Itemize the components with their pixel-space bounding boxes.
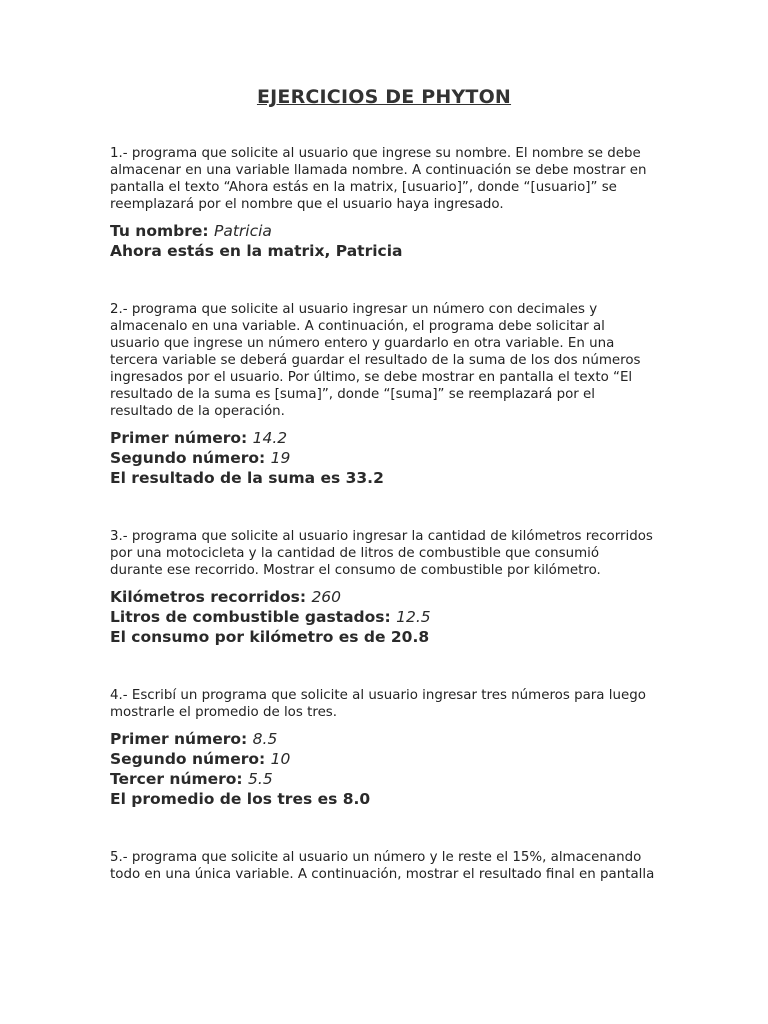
output-line: [110, 729, 655, 749]
output-value: 12.5: [396, 608, 431, 626]
exercise-output: [110, 729, 655, 809]
exercise-output: [110, 587, 655, 647]
exercise-3: [110, 528, 655, 647]
exercise-1: [110, 145, 655, 261]
output-label: Litros de combustible gastados:: [110, 608, 397, 626]
spacer: [110, 823, 655, 849]
exercise-prompt: 3.- programa que solicite al usuario ingresar la cantidad de kilómetros recorridos por una motocicleta y la cantidad de litros de combustible que consumió durante ese recorrido. Mostrar el consumo de combustible por kilómetro.: [110, 529, 653, 578]
output-line: [110, 627, 655, 647]
output-label: Primer número:: [110, 429, 253, 447]
output-line: [110, 221, 655, 241]
output-line: [110, 241, 655, 261]
output-label: Primer número:: [110, 730, 253, 748]
output-line: [110, 428, 655, 448]
output-label: Tercer número:: [110, 770, 249, 788]
output-value: 5.5: [248, 770, 273, 788]
output-value: Patricia: [213, 222, 272, 240]
output-value: 8.5: [252, 730, 278, 748]
output-label: El promedio de los tres es 8.0: [110, 790, 371, 808]
exercise-2: [110, 301, 655, 488]
exercise-prompt: 2.- programa que solicite al usuario ingresar un número con decimales y almacenalo en una variable. A continuación, el programa debe solicitar al usuario que ingrese un número entero y guardarlo en otra variable. En una tercera variable se deberá guardar el resultado de la suma de los dos números ingresados por el usuario. Por último, se debe mostrar en pantalla el texto “El resultado de la suma es [suma]”, donde “[suma]” se reemplazará por el resultado de la operación.: [110, 302, 641, 419]
output-line: [110, 448, 655, 468]
output-label: Segundo número:: [110, 750, 271, 768]
exercise-5: [110, 849, 655, 883]
document-title: EJERCICIOS DE PHYTON: [256, 86, 512, 108]
output-label: Ahora estás en la matrix, Patricia: [110, 242, 403, 260]
exercise-4: [110, 687, 655, 809]
spacer: [110, 502, 655, 528]
exercise-output: [110, 221, 655, 261]
output-value: 14.2: [252, 429, 288, 447]
output-line: [110, 789, 655, 809]
output-label: Tu nombre:: [110, 222, 214, 240]
spacer: [110, 275, 655, 301]
exercise-prompt: 1.- programa que solicite al usuario que ingrese su nombre. El nombre se debe almacenar en una variable llamada nombre. A continuación se debe mostrar en pantalla el texto “Ahora estás en la matrix, [usuario]”, donde “[usuario]” se reemplazará por el nombre que el usuario haya ingresado.: [110, 146, 647, 212]
output-value: 19: [270, 449, 291, 467]
output-line: [110, 607, 655, 627]
exercise-prompt: 4.- Escribí un programa que solicite al usuario ingresar tres números para luego mostrarle el promedio de los tres.: [110, 688, 646, 720]
output-label: El consumo por kilómetro es de 20.8: [110, 628, 430, 646]
exercise-prompt: 5.- programa que solicite al usuario un número y le reste el 15%, almacenando todo en una única variable. A continuación, mostrar el resultado final en pantalla: [110, 850, 655, 882]
output-value: 10: [270, 750, 291, 768]
output-label: Segundo número:: [110, 449, 271, 467]
output-line: [110, 769, 655, 789]
output-line: [110, 749, 655, 769]
output-label: Kilómetros recorridos:: [110, 588, 312, 606]
output-label: El resultado de la suma es 33.2: [110, 469, 384, 487]
output-line: [110, 468, 655, 488]
spacer: [110, 661, 655, 687]
output-value: 260: [311, 588, 342, 606]
document-body: [110, 145, 655, 897]
output-line: [110, 587, 655, 607]
exercise-output: [110, 428, 655, 488]
